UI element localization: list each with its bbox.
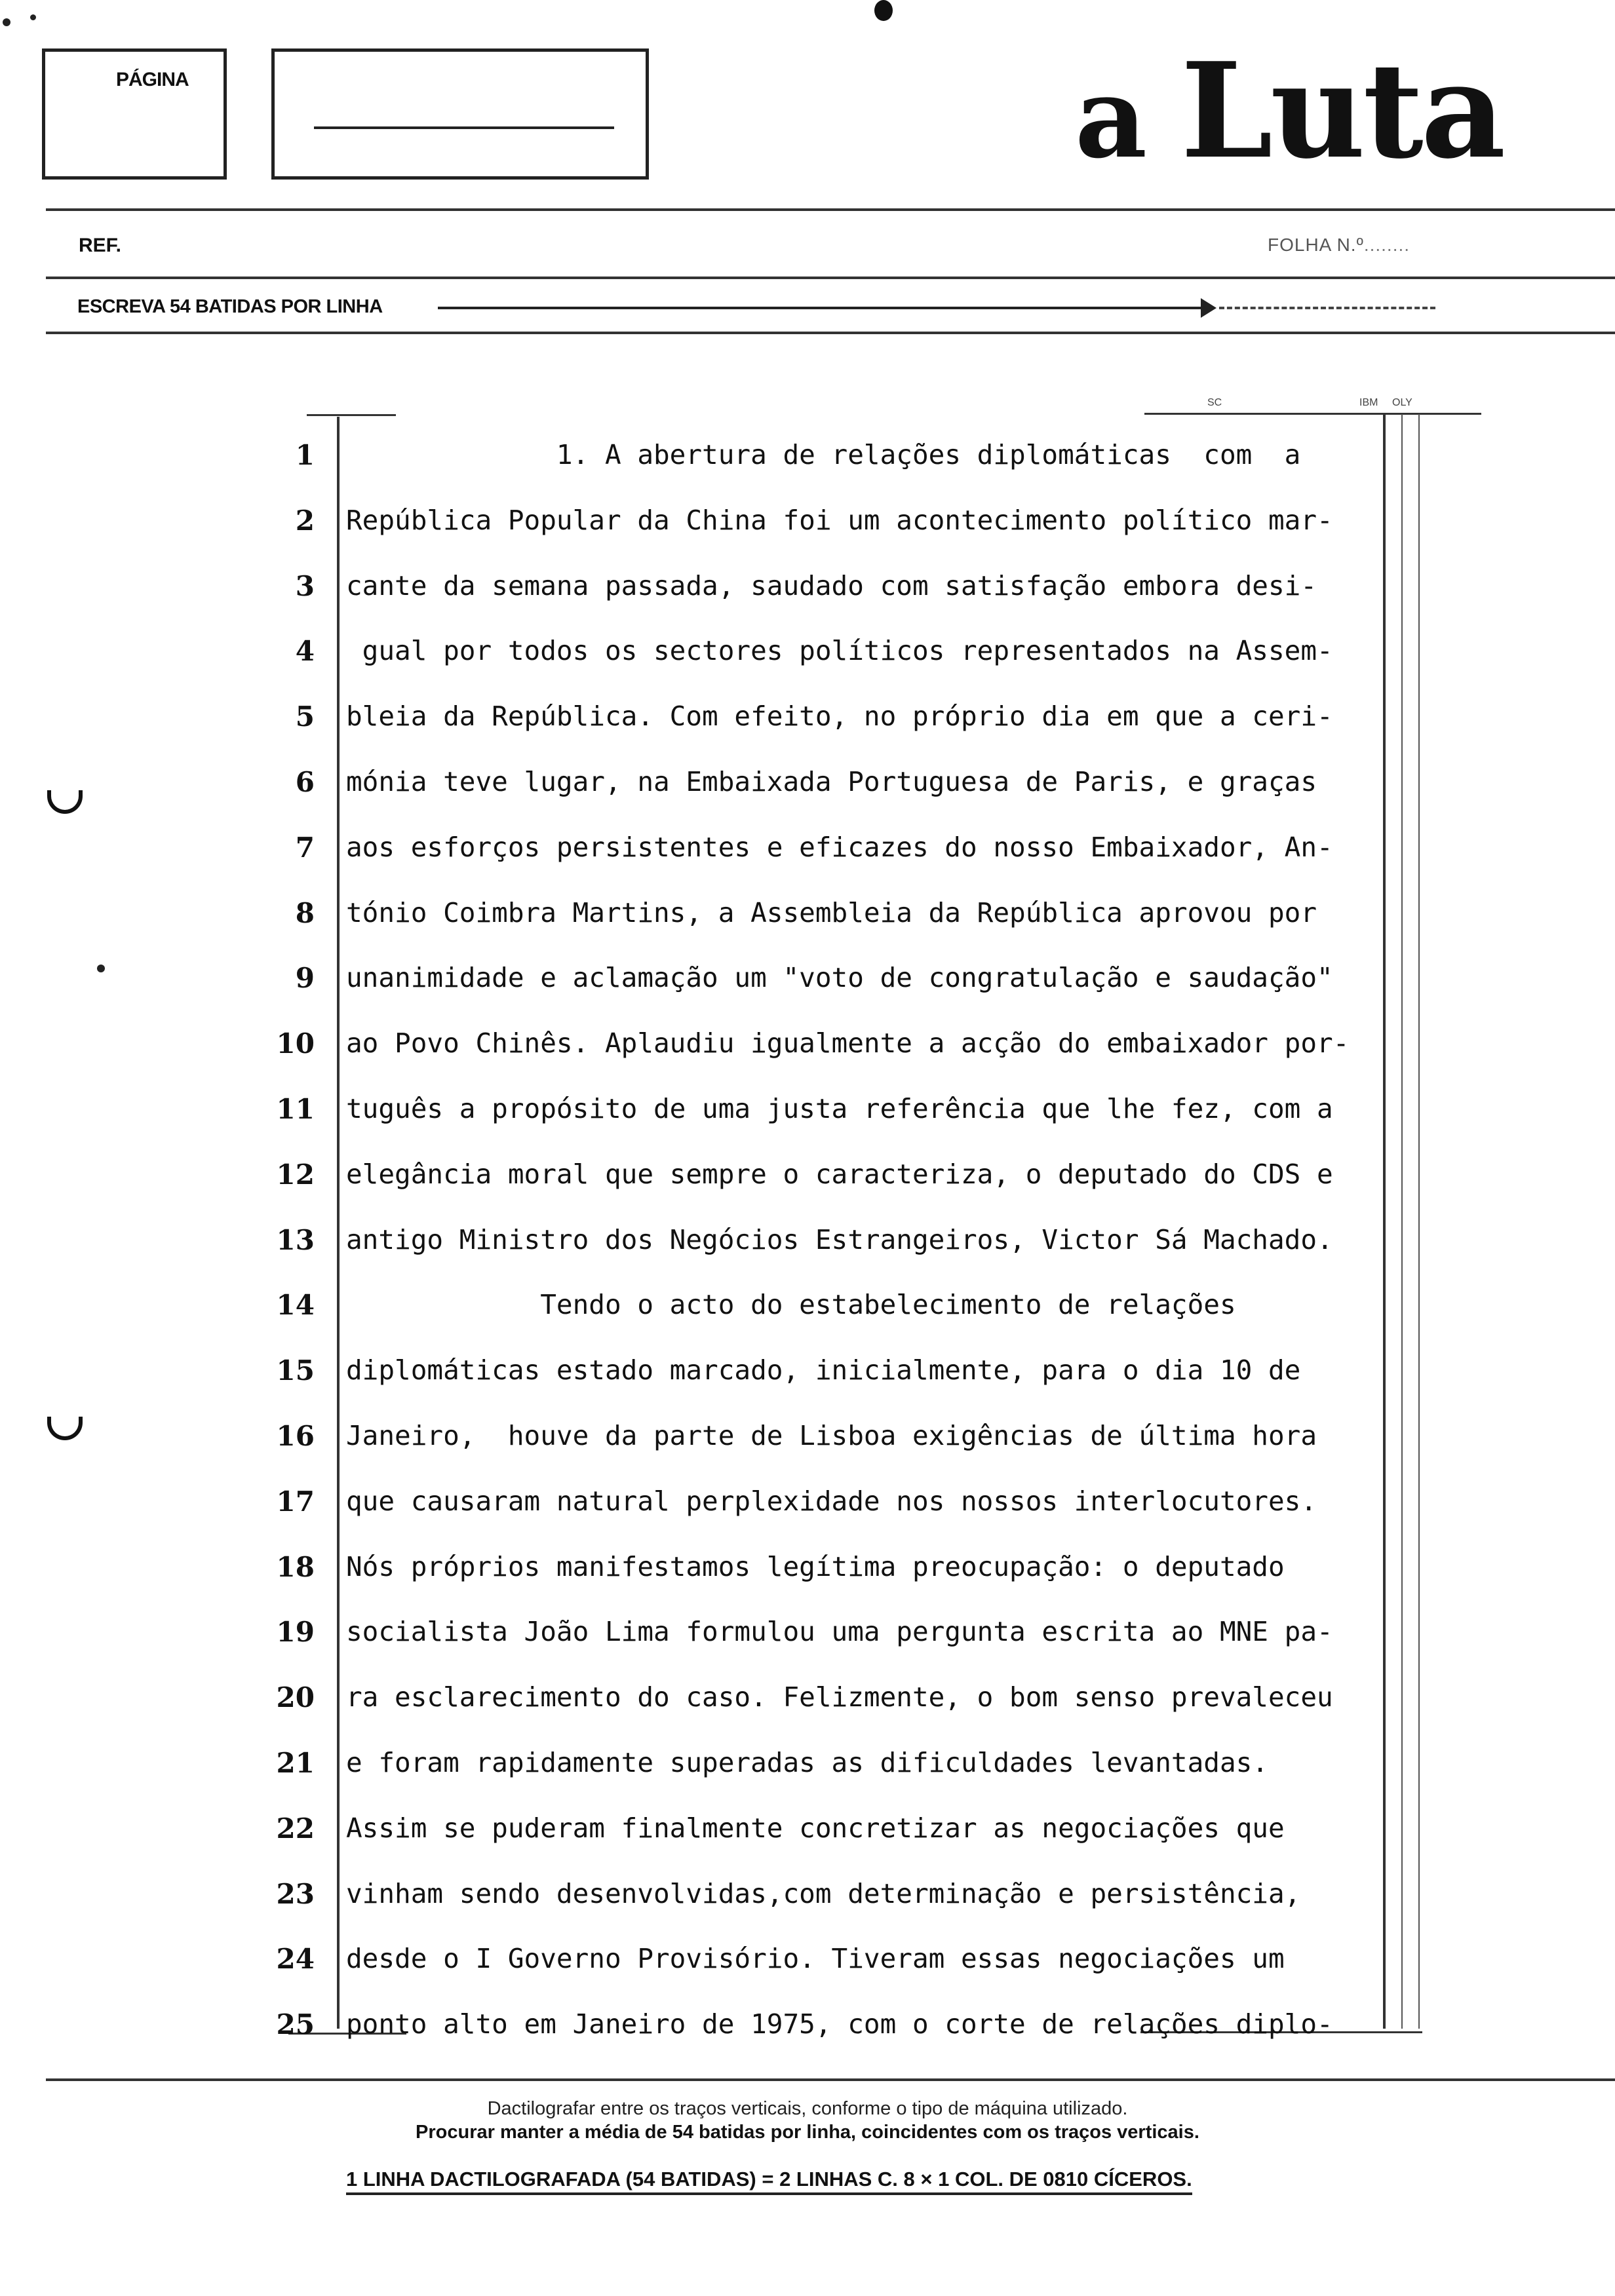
typed-line: unanimidade e aclamação um "voto de congratulação e saudação" bbox=[346, 962, 1333, 993]
typed-line: República Popular da China foi um acontecimento político mar- bbox=[346, 505, 1333, 536]
typed-line: elegância moral que sempre o caracteriza, o deputado do CDS e bbox=[346, 1158, 1333, 1190]
header-rule bbox=[46, 208, 1615, 211]
corner-mark bbox=[3, 18, 10, 26]
margin-dot bbox=[97, 965, 105, 972]
typed-line: ponto alto em Janeiro de 1975, com o corte de relações diplo- bbox=[346, 2008, 1333, 2040]
left-margin-line bbox=[337, 417, 340, 2029]
line-number: 24 bbox=[276, 1943, 315, 1975]
typed-line: bleia da República. Com efeito, no próprio dia em que a ceri- bbox=[346, 700, 1333, 732]
instruction-arrow-line bbox=[438, 307, 1205, 309]
line-number: 7 bbox=[295, 832, 315, 864]
line-number: 22 bbox=[276, 1812, 315, 1845]
line-number: 23 bbox=[276, 1878, 315, 1910]
typed-line: ra esclarecimento do caso. Felizmente, o bom senso prevaleceu bbox=[346, 1681, 1333, 1713]
logo-article: a bbox=[1075, 52, 1181, 183]
line-number: 17 bbox=[276, 1485, 315, 1518]
typed-line: que causaram natural perplexidade nos nossos interlocutores. bbox=[346, 1485, 1317, 1517]
right-margin-line-oly bbox=[1401, 414, 1403, 2029]
footer-rule bbox=[46, 2078, 1615, 2081]
instruction-rule bbox=[46, 332, 1615, 334]
line-number: 3 bbox=[295, 570, 315, 602]
typed-line: Janeiro, houve da parte de Lisboa exigências de última hora bbox=[346, 1420, 1317, 1451]
line-number: 18 bbox=[276, 1551, 315, 1583]
right-margin-line-extra bbox=[1418, 414, 1420, 2029]
footer-conversion: 1 LINHA DACTILOGRAFADA (54 BATIDAS) = 2 LINHAS C. 8 × 1 COL. DE 0810 CÍCEROS. bbox=[346, 2168, 1192, 2195]
page-label-box bbox=[42, 48, 227, 180]
typed-line: socialista João Lima formulou uma pergunta escrita ao MNE pa- bbox=[346, 1616, 1333, 1647]
arrow-right-icon bbox=[1201, 298, 1216, 318]
line-number: 9 bbox=[295, 962, 315, 994]
line-number: 8 bbox=[295, 897, 315, 929]
typed-line: Tendo o acto do estabelecimento de relações bbox=[346, 1289, 1236, 1320]
line-number: 19 bbox=[276, 1616, 315, 1648]
right-margin-tick bbox=[1144, 413, 1481, 415]
typed-line: ao Povo Chinês. Aplaudiu igualmente a acção do embaixador por- bbox=[346, 1027, 1350, 1059]
punch-mark bbox=[874, 0, 893, 21]
ref-rule bbox=[46, 277, 1615, 279]
typed-line: Assim se puderam finalmente concretizar as negociações que bbox=[346, 1812, 1285, 1844]
line-number: 5 bbox=[295, 700, 315, 733]
typed-line: cante da semana passada, saudado com satisfação embora desi- bbox=[346, 570, 1317, 602]
line-number: 6 bbox=[295, 766, 315, 798]
line-number: 20 bbox=[276, 1681, 315, 1713]
typed-line: aos esforços persistentes e eficazes do nosso Embaixador, An- bbox=[346, 832, 1333, 863]
footer-instruction-2: Procurar manter a média de 54 batidas por linha, coincidentes com os traços verticais. bbox=[416, 2122, 1199, 2143]
typed-line: mónia teve lugar, na Embaixada Portuguesa de Paris, e graças bbox=[346, 766, 1317, 797]
line-number: 14 bbox=[276, 1289, 315, 1321]
typed-line: Nós próprios manifestamos legítima preocupação: o deputado bbox=[346, 1551, 1285, 1582]
typed-line: e foram rapidamente superadas as dificuldades levantadas. bbox=[346, 1747, 1268, 1778]
typed-line: gual por todos os sectores políticos representados na Assem- bbox=[346, 635, 1333, 666]
corner-mark bbox=[30, 14, 36, 20]
logo-title: Luta bbox=[1180, 34, 1504, 188]
page-label: PÁGINA bbox=[116, 69, 189, 90]
footer-instruction-1: Dactilografar entre os traços verticais, conforme o tipo de máquina utilizado. bbox=[487, 2098, 1128, 2119]
column-mark-ibm: IBM bbox=[1359, 397, 1378, 408]
line-number: 4 bbox=[295, 635, 315, 667]
line-number: 2 bbox=[295, 505, 315, 537]
folha-label: FOLHA N.º ........ bbox=[1268, 235, 1410, 256]
page-number-line bbox=[314, 126, 614, 129]
line-number: 15 bbox=[276, 1354, 315, 1387]
newspaper-logo bbox=[1075, 34, 1504, 188]
instruction-text: ESCREVA 54 BATIDAS POR LINHA bbox=[77, 296, 383, 317]
instruction-dashes bbox=[1219, 307, 1435, 309]
margin-mark bbox=[47, 1417, 83, 1440]
line-number: 1 bbox=[295, 439, 315, 471]
typed-line: diplomáticas estado marcado, inicialmente, para o dia 10 de bbox=[346, 1354, 1301, 1386]
column-mark-sc: SC bbox=[1207, 397, 1222, 408]
line-number: 11 bbox=[276, 1093, 315, 1125]
ref-label: REF. bbox=[79, 235, 122, 256]
line-number: 16 bbox=[276, 1420, 315, 1452]
typed-line: antigo Ministro dos Negócios Estrangeiros, Victor Sá Machado. bbox=[346, 1224, 1333, 1255]
right-margin-line-ibm bbox=[1383, 414, 1386, 2029]
typed-line: desde o I Governo Provisório. Tiveram essas negociações um bbox=[346, 1943, 1285, 1974]
margin-mark bbox=[47, 790, 83, 814]
line-number: 10 bbox=[276, 1027, 315, 1060]
line-number: 13 bbox=[276, 1224, 315, 1256]
left-margin-tick bbox=[307, 414, 396, 416]
typed-line: tuguês a propósito de uma justa referência que lhe fez, com a bbox=[346, 1093, 1333, 1124]
typed-line: vinham sendo desenvolvidas,com determinação e persistência, bbox=[346, 1878, 1301, 1909]
typed-line: 1. A abertura de relações diplomáticas com a bbox=[346, 439, 1301, 470]
line-number: 21 bbox=[276, 1747, 315, 1779]
line-number: 12 bbox=[276, 1158, 315, 1191]
line-number: 25 bbox=[276, 2008, 315, 2040]
typed-line: tónio Coimbra Martins, a Assembleia da República aprovou por bbox=[346, 897, 1317, 928]
page-number-box bbox=[271, 48, 649, 180]
column-mark-oly: OLY bbox=[1392, 397, 1412, 408]
